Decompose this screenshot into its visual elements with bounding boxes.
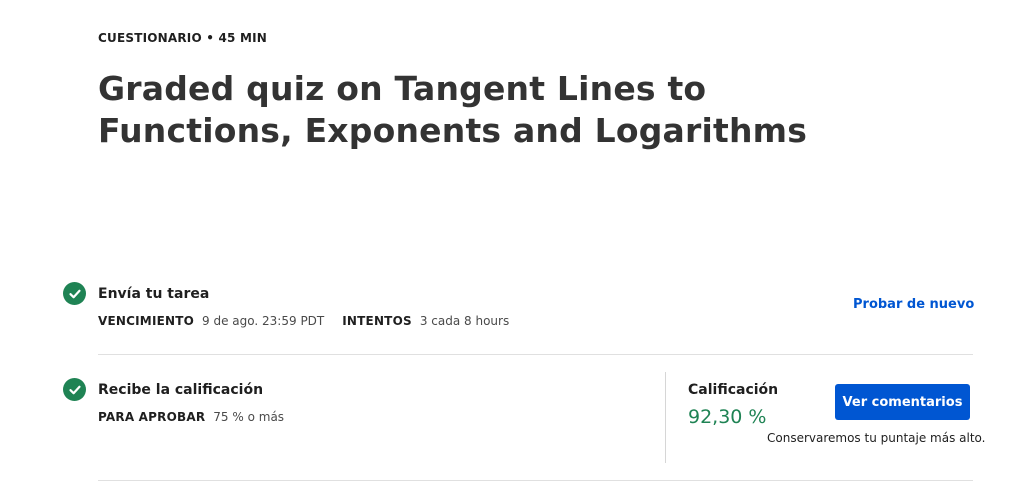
checkmark-icon	[68, 287, 82, 301]
due-label: VENCIMIENTO	[98, 314, 195, 328]
due-value: 9 de ago. 23:59 PDT	[202, 314, 325, 328]
page-title: Graded quiz on Tangent Lines to Functions, Exponents and Logarithms	[98, 69, 808, 150]
attempts-value: 3 cada 8 hours	[419, 314, 510, 328]
check-circle-icon	[63, 378, 86, 401]
vertical-divider	[665, 372, 666, 463]
submit-step-meta	[98, 314, 509, 328]
highest-score-note: Conservaremos tu puntaje más alto.	[767, 431, 986, 445]
grade-step-meta	[98, 410, 284, 424]
divider	[98, 480, 973, 481]
grade-label: Calificación	[688, 382, 779, 398]
quiz-eyebrow: CUESTIONARIO • 45 MIN	[98, 31, 268, 45]
submit-step-title: Envía tu tarea	[98, 286, 210, 302]
checkmark-icon	[68, 383, 82, 397]
pass-label: PARA APROBAR	[98, 410, 206, 424]
grade-value: 92,30 %	[688, 406, 767, 428]
grade-step-title: Recibe la calificación	[98, 382, 264, 398]
pass-value: 75 % o más	[213, 410, 285, 424]
divider	[98, 354, 973, 355]
attempts-label: INTENTOS	[342, 314, 412, 328]
view-feedback-button[interactable]: Ver comentarios	[835, 384, 970, 420]
check-circle-icon	[63, 282, 86, 305]
retry-button[interactable]: Probar de nuevo	[853, 297, 975, 312]
